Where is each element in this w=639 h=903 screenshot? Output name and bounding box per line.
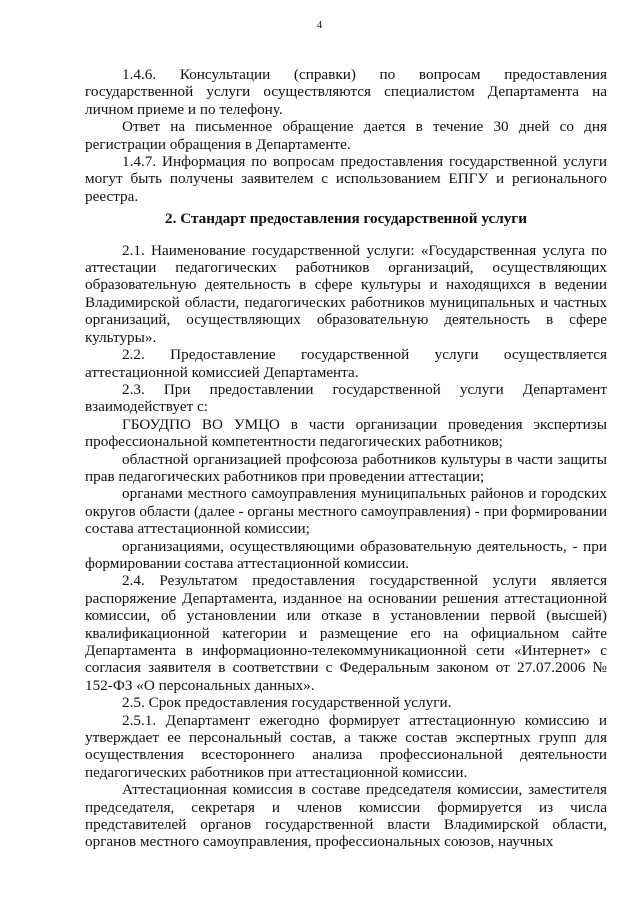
paragraph: организациями, осуществляющими образовательную деятельность, - при формировании состава аттестационной комиссии.	[85, 537, 607, 572]
paragraph: областной организацией профсоюза работников культуры в части защиты прав педагогических работников при проведении аттестации;	[85, 450, 607, 485]
paragraph: органами местного самоуправления муниципальных районов и городских округов области (далее - органы местного самоуправления) - при формировании состава аттестационной комиссии;	[85, 485, 607, 538]
paragraph: 2.3. При предоставлении государственной услуги Департамент взаимодействует с:	[85, 380, 607, 416]
paragraph: 1.4.7. Информация по вопросам предоставления государственной услуги могут быть получены заявителем с использованием ЕПГУ и регионального реестра.	[85, 153, 607, 205]
page-number: 4	[316, 19, 323, 31]
paragraph: Ответ на письменное обращение дается в течение 30 дней со дня регистрации обращения в Департаменте.	[85, 118, 607, 153]
paragraph: 2.4. Результатом предоставления государственной услуги является распоряжение Департамента, изданное на основании решения аттестационной комиссии, об установлении или отказе в установлении первой (высшей) квалификационной категории и размещение его на официальном сайте Департамента в информационно-телекоммуникационной сети «Интернет» с согласия заявителя в соответствии с Федеральным законом от 27.07.2006 № 152-ФЗ «О персональных данных».	[85, 572, 607, 694]
document-body	[85, 66, 607, 851]
paragraph: Аттестационная комиссия в составе председателя комиссии, заместителя председателя, секретаря и членов комиссии формируется из числа представителей органов государственной власти Владимирской области, органов местного самоуправления, профессиональных союзов, научных	[85, 781, 607, 851]
paragraph: ГБОУДПО ВО УМЦО в части организации проведения экспертизы профессиональной компетентности педагогических работников;	[85, 415, 607, 451]
section-heading: 2. Стандарт предоставления государственной услуги	[165, 210, 527, 228]
paragraph: 2.5. Срок предоставления государственной услуги.	[122, 694, 452, 712]
paragraph: 1.4.6. Консультации (справки) по вопросам предоставления государственной услуги осуществляются специалистом Департамента на личном приеме и по телефону.	[85, 66, 607, 118]
paragraph: 2.5.1. Департамент ежегодно формирует аттестационную комиссию и утверждает ее персональный состав, а также состав экспертных групп для осуществления всестороннего анализа профессиональной деятельности педагогических работников при аттестационной комиссии.	[85, 711, 607, 781]
paragraph: 2.1. Наименование государственной услуги: «Государственная услуга по аттестации педагогических работников организаций, осуществляющих образовательную деятельность в сфере культуры и находящихся в ведении Владимирской области, педагогических работников муниципальных и частных организаций, осуществляющих образовательную деятельность в сфере культуры».	[85, 241, 607, 346]
paragraph: 2.2. Предоставление государственной услуги осуществляется аттестационной комиссией Департамента.	[85, 346, 607, 381]
